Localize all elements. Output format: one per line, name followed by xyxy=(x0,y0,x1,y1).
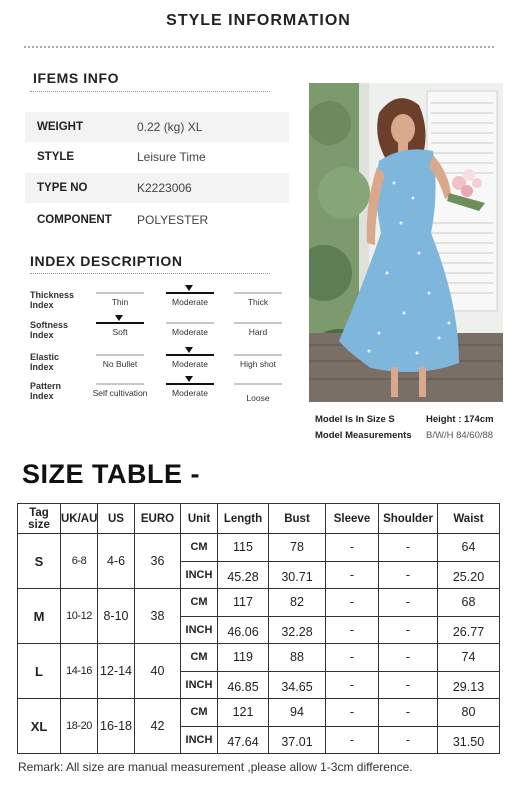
index-option-label: Soft xyxy=(112,327,128,337)
sleeve-value: - xyxy=(326,671,379,699)
remark-text: Remark: All size are manual measurement ,please allow 1-3cm difference. xyxy=(18,760,413,774)
shoulder-value: - xyxy=(379,534,438,562)
shoulder-value: - xyxy=(379,616,438,644)
size-table-header-row xyxy=(18,504,500,534)
table-row xyxy=(18,534,500,562)
index-scale-bar xyxy=(166,383,214,385)
size-uk-au: 14-16 xyxy=(61,644,98,699)
size-uk-au: 10-12 xyxy=(61,589,98,644)
index-option xyxy=(82,314,158,348)
index-option xyxy=(82,375,158,409)
model-size-text: Model Is In Size S xyxy=(315,414,395,425)
info-row-style xyxy=(25,142,289,172)
info-row-type-no xyxy=(25,173,289,203)
index-option-label: Moderate xyxy=(172,388,208,398)
size-euro: 36 xyxy=(135,534,181,589)
size-tag: XL xyxy=(18,699,61,754)
index-description-title: INDEX DESCRIPTION xyxy=(30,253,183,269)
index-label: Softness Index xyxy=(30,320,69,340)
index-label: Elastic Index xyxy=(30,352,60,372)
index-option xyxy=(220,314,296,348)
size-us: 8-10 xyxy=(98,589,135,644)
info-key: STYLE xyxy=(37,151,75,163)
index-scale-bar xyxy=(96,383,144,385)
shoulder-value: - xyxy=(379,699,438,727)
length-value: 121 xyxy=(218,699,269,727)
waist-value: 64 xyxy=(438,534,500,562)
index-label: Thickness Index xyxy=(30,290,75,310)
size-euro: 40 xyxy=(135,644,181,699)
index-scale-bar xyxy=(234,383,282,385)
index-description-underline xyxy=(30,273,270,274)
info-key: WEIGHT xyxy=(37,121,83,133)
size-us: 16-18 xyxy=(98,699,135,754)
index-option-label: Thin xyxy=(111,297,129,307)
info-row-weight xyxy=(25,112,289,142)
model-photo xyxy=(309,83,503,402)
selected-marker-icon xyxy=(115,315,123,321)
sleeve-value: - xyxy=(326,726,379,754)
size-uk-au: 6-8 xyxy=(61,534,98,589)
length-value: 117 xyxy=(218,589,269,617)
model-bwh: B/W/H 84/60/88 xyxy=(426,430,494,441)
index-option xyxy=(152,284,228,318)
waist-value: 26.77 xyxy=(438,616,500,644)
table-row xyxy=(18,644,500,672)
waist-value: 74 xyxy=(438,644,500,672)
dotted-divider xyxy=(24,46,494,48)
waist-value: 80 xyxy=(438,699,500,727)
index-option xyxy=(220,284,296,318)
info-value: POLYESTER xyxy=(137,213,209,227)
index-scale-bar xyxy=(234,292,282,294)
index-option xyxy=(220,375,296,409)
table-row xyxy=(18,589,500,617)
unit-label: CM xyxy=(181,644,218,672)
selected-marker-icon xyxy=(185,347,193,353)
index-option xyxy=(82,284,158,318)
size-us: 4-6 xyxy=(98,534,135,589)
info-value: K2223006 xyxy=(137,181,192,195)
length-value: 46.85 xyxy=(218,671,269,699)
bust-value: 82 xyxy=(269,589,326,617)
size-table xyxy=(17,503,500,754)
index-option-label: Moderate xyxy=(172,327,208,337)
model-measurements-label: Model Measurements xyxy=(315,430,412,441)
index-scale-bar xyxy=(166,354,214,356)
waist-value: 25.20 xyxy=(438,561,500,589)
info-value: Leisure Time xyxy=(137,150,206,164)
length-value: 119 xyxy=(218,644,269,672)
index-option-label: Hard xyxy=(248,327,268,337)
index-scale-bar xyxy=(96,354,144,356)
page-title: STYLE INFORMATION xyxy=(166,12,351,29)
unit-label: INCH xyxy=(181,726,218,754)
waist-value: 31.50 xyxy=(438,726,500,754)
unit-label: CM xyxy=(181,699,218,727)
size-euro: 42 xyxy=(135,699,181,754)
index-option-label: No Bullet xyxy=(102,359,138,369)
index-scale-bar xyxy=(234,322,282,324)
length-value: 115 xyxy=(218,534,269,562)
size-table-title: SIZE TABLE - xyxy=(22,459,200,489)
shoulder-value: - xyxy=(379,561,438,589)
header-shoulder: Shoulder xyxy=(379,504,438,534)
index-label: Pattern Index xyxy=(30,381,62,401)
bust-value: 88 xyxy=(269,644,326,672)
sleeve-value: - xyxy=(326,699,379,727)
header-tag-size: Tag size xyxy=(18,504,61,534)
length-value: 45.28 xyxy=(218,561,269,589)
header-uk-au: UK/AU xyxy=(61,504,98,534)
index-option-label: Moderate xyxy=(172,297,208,307)
size-tag: M xyxy=(18,589,61,644)
info-key: COMPONENT xyxy=(37,214,112,226)
index-scale-bar xyxy=(96,322,144,324)
header-unit: Unit xyxy=(181,504,218,534)
header-us: US xyxy=(98,504,135,534)
selected-marker-icon xyxy=(185,376,193,382)
index-scale-bar xyxy=(166,322,214,324)
table-row xyxy=(18,699,500,727)
header-waist: Waist xyxy=(438,504,500,534)
index-option-label: Loose xyxy=(246,393,270,403)
info-value: 0.22 (kg) XL xyxy=(137,120,203,134)
bust-value: 37.01 xyxy=(269,726,326,754)
index-option-label: High shot xyxy=(240,359,276,369)
header-euro: EURO xyxy=(135,504,181,534)
items-info-underline xyxy=(30,91,270,92)
waist-value: 68 xyxy=(438,589,500,617)
info-row-component xyxy=(25,205,289,235)
index-scale-bar xyxy=(96,292,144,294)
index-option xyxy=(152,375,228,409)
size-euro: 38 xyxy=(135,589,181,644)
sleeve-value: - xyxy=(326,644,379,672)
unit-label: CM xyxy=(181,589,218,617)
shoulder-value: - xyxy=(379,671,438,699)
bust-value: 78 xyxy=(269,534,326,562)
index-option-label: Self cultivation xyxy=(92,388,148,398)
header-bust: Bust xyxy=(269,504,326,534)
bust-value: 30.71 xyxy=(269,561,326,589)
info-key: TYPE NO xyxy=(37,182,88,194)
size-us: 12-14 xyxy=(98,644,135,699)
sleeve-value: - xyxy=(326,589,379,617)
length-value: 47.64 xyxy=(218,726,269,754)
waist-value: 29.13 xyxy=(438,671,500,699)
header-length: Length xyxy=(218,504,269,534)
sleeve-value: - xyxy=(326,616,379,644)
index-option xyxy=(152,314,228,348)
unit-label: INCH xyxy=(181,616,218,644)
index-option-label: Moderate xyxy=(172,359,208,369)
shoulder-value: - xyxy=(379,726,438,754)
bust-value: 34.65 xyxy=(269,671,326,699)
shoulder-value: - xyxy=(379,644,438,672)
selected-marker-icon xyxy=(185,285,193,291)
unit-label: CM xyxy=(181,534,218,562)
sleeve-value: - xyxy=(326,534,379,562)
size-uk-au: 18-20 xyxy=(61,699,98,754)
items-info-title: IFEMS INFO xyxy=(33,70,120,86)
size-tag: L xyxy=(18,644,61,699)
index-scale-bar xyxy=(166,292,214,294)
index-option-label: Thick xyxy=(247,297,269,307)
unit-label: INCH xyxy=(181,671,218,699)
header-sleeve: Sleeve xyxy=(326,504,379,534)
size-tag: S xyxy=(18,534,61,589)
model-height: Height : 174cm xyxy=(426,414,494,425)
length-value: 46.06 xyxy=(218,616,269,644)
shoulder-value: - xyxy=(379,589,438,617)
bust-value: 32.28 xyxy=(269,616,326,644)
index-scale-bar xyxy=(234,354,282,356)
unit-label: INCH xyxy=(181,561,218,589)
bust-value: 94 xyxy=(269,699,326,727)
sleeve-value: - xyxy=(326,561,379,589)
